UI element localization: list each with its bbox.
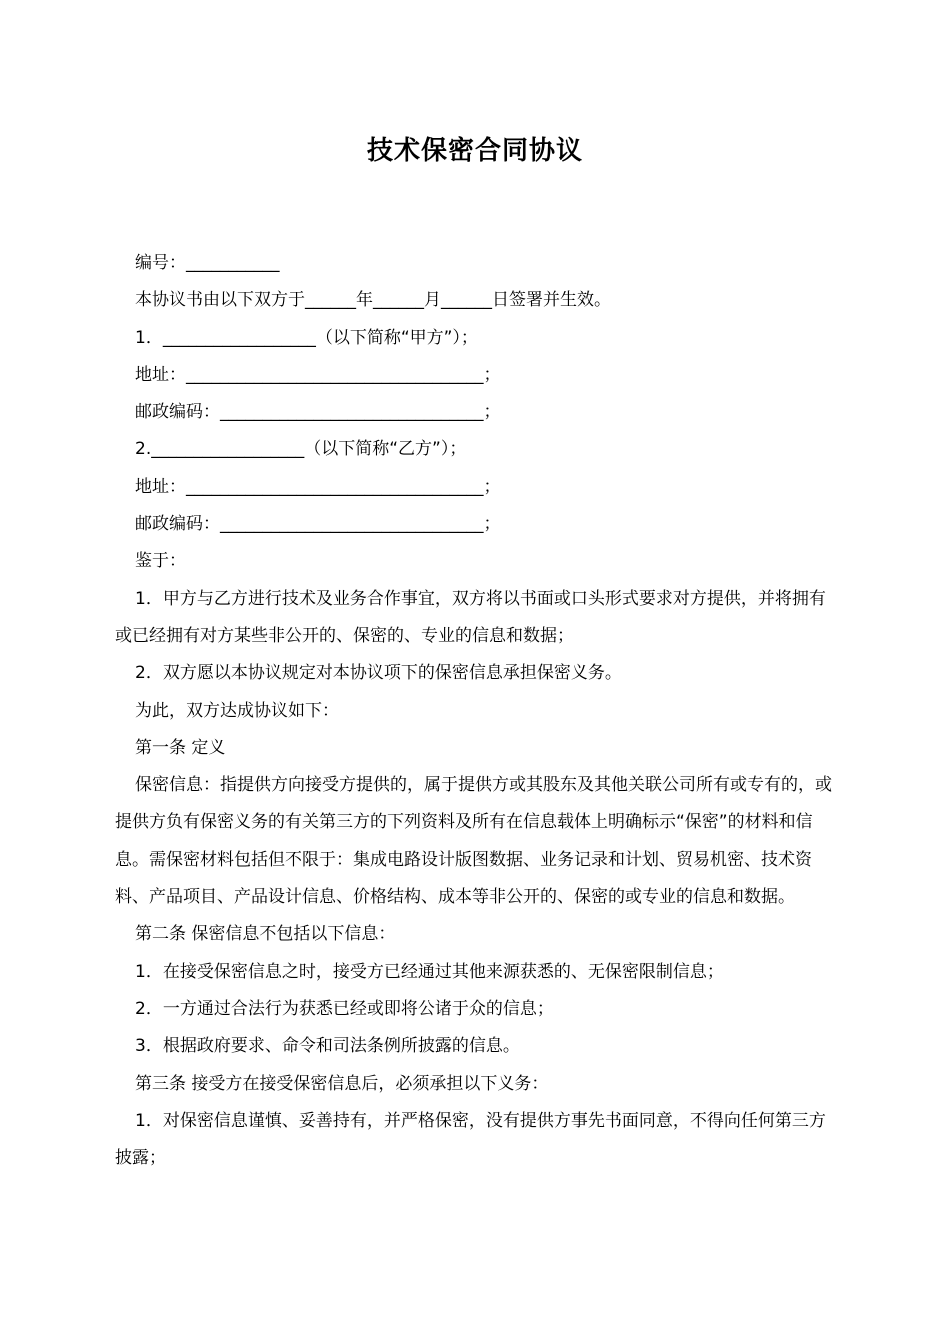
- document-body: [115, 245, 837, 1177]
- party-b-line: 2.__________________（以下简称“乙方”）；: [135, 439, 467, 460]
- whereas-clause-1: 1．甲方与乙方进行技术及业务合作事宜，双方将以书面或口头形式要求对方提供，并将拥有或已经拥有对方某些非公开的、保密的、专业的信息和数据；: [115, 588, 826, 646]
- whereas-clause-2: 2．双方愿以本协议规定对本协议项下的保密信息承担保密义务。: [135, 663, 622, 684]
- article-2-item-3: 3．根据政府要求、命令和司法条例所披露的信息。: [135, 1036, 520, 1057]
- article-1-definition: 保密信息：指提供方向接受方提供的，属于提供方或其股东及其他关联公司所有或专有的，或提供方负有保密义务的有关第三方的下列资料及所有在信息载体上明确标示“保密”的材料和信息。需保密材料包括但不限于：集成电路设计版图数据、业务记录和计划、贸易机密、技术资料、产品项目、产品设计信息、价格结构、成本等非公开的、保密的或专业的信息和数据。: [115, 775, 832, 908]
- party-a-postcode-line: 邮政编码：_______________________________；: [135, 402, 501, 423]
- party-a-line: 1．__________________（以下简称“甲方”）；: [135, 327, 478, 348]
- article-2-heading: 第二条 保密信息不包括以下信息：: [135, 924, 396, 945]
- article-2-item-2: 2．一方通过合法行为获悉已经或即将公诸于众的信息；: [135, 998, 554, 1019]
- agreement-intro: 为此，双方达成协议如下：: [135, 700, 339, 721]
- document-title: 技术保密合同协议: [366, 136, 583, 166]
- article-3-heading: 第三条 接受方在接受保密信息后，必须承担以下义务：: [135, 1073, 549, 1094]
- article-1-heading: 第一条 定义: [135, 737, 226, 758]
- party-b-address-line: 地址：___________________________________；: [135, 476, 501, 497]
- article-3-item-1: 1．对保密信息谨慎、妥善持有，并严格保密，没有提供方事先书面同意，不得向任何第三方披露；: [115, 1110, 826, 1169]
- contract-number-line: 编号：___________: [135, 253, 280, 273]
- whereas-heading: 鉴于：: [135, 551, 186, 572]
- signing-date-line: 本协议书由以下双方于______年______月______日签署并生效。: [135, 290, 611, 311]
- party-a-address-line: 地址：___________________________________；: [135, 364, 501, 385]
- article-2-item-1: 1．在接受保密信息之时，接受方已经通过其他来源获悉的、无保密限制信息；: [135, 961, 724, 982]
- party-b-postcode-line: 邮政编码：_______________________________；: [135, 514, 501, 535]
